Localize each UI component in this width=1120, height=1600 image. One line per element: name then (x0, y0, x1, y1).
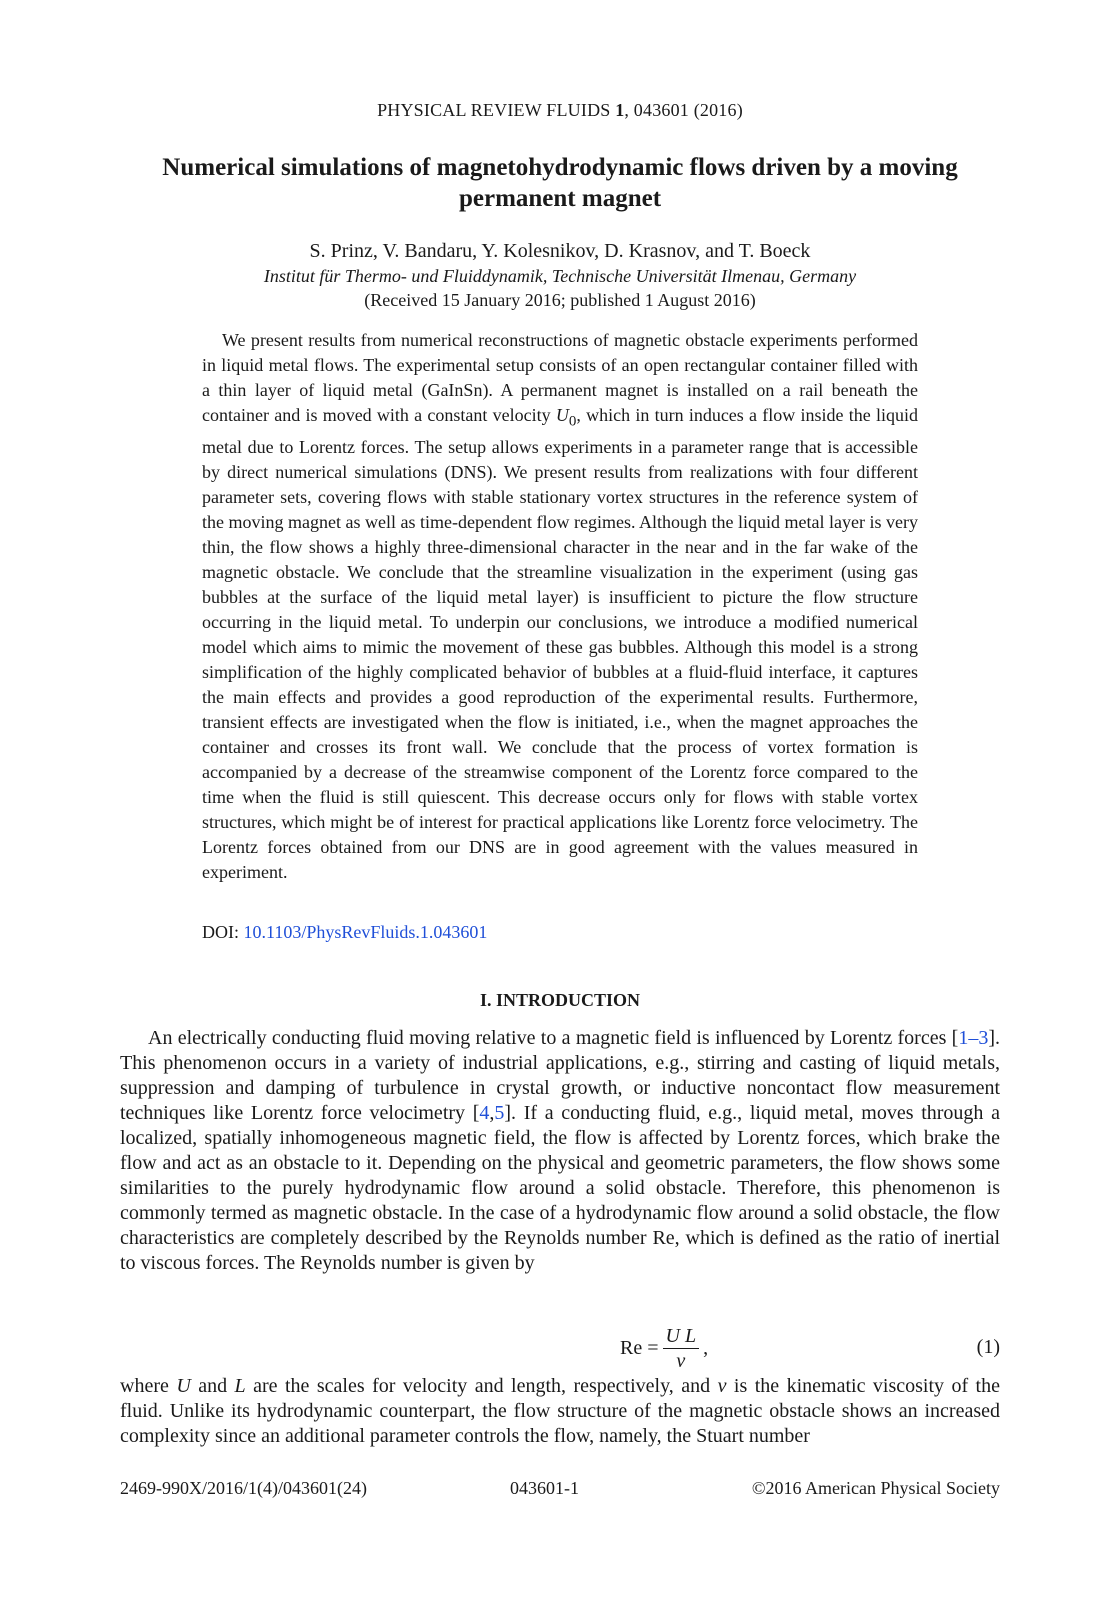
footer-page-number: 043601-1 (510, 1478, 579, 1498)
author-list: S. Prinz, V. Bandaru, Y. Kolesnikov, D. Krasnov, and T. Boeck (309, 240, 811, 262)
symbol-nu: ν (717, 1375, 727, 1397)
page-footer (120, 1478, 1000, 1502)
para2-text-3: are the scales for velocity and length, respectively, and (245, 1375, 718, 1397)
running-head (0, 100, 1120, 121)
fraction-numerator: U L (663, 1324, 700, 1349)
introduction-paragraph-2 (120, 1374, 1000, 1449)
equation-trail: , (703, 1336, 709, 1359)
received-published-dates: (Received 15 January 2016; published 1 August 2016) (364, 290, 756, 310)
section-heading: I. INTRODUCTION (479, 990, 641, 1010)
para2-text-1: where (120, 1375, 177, 1397)
citation-link-5[interactable]: 5 (494, 1102, 505, 1124)
paragraph (120, 1374, 1000, 1449)
citation-separator: , (489, 1102, 495, 1124)
journal-name: PHYSICAL REVIEW FLUIDS (377, 100, 611, 120)
citation-link-4[interactable]: 4 (479, 1102, 490, 1124)
equation-lhs: Re = (620, 1336, 659, 1359)
equation-1 (120, 1318, 1000, 1378)
citation-link-1-3[interactable]: 1–3 (958, 1027, 989, 1049)
doi-line (202, 922, 487, 943)
intro-text-1: An electrically conducting fluid moving relative to a magnetic field is influenced by Lorentz forces [ (148, 1027, 959, 1049)
velocity-subscript: 0 (568, 413, 577, 430)
doi-label: DOI: (202, 922, 244, 942)
abstract (202, 328, 918, 885)
introduction-paragraph-1 (120, 1026, 1000, 1276)
fraction (663, 1324, 700, 1373)
fraction-denominator: ν (676, 1349, 686, 1372)
footer-issn: 2469-990X/2016/1(4)/043601(24) (120, 1478, 367, 1498)
velocity-symbol: U (555, 405, 569, 425)
para2-text-2: and (190, 1375, 235, 1397)
symbol-L: L (234, 1375, 246, 1397)
intro-text-3: ]. If a conducting fluid, e.g., liquid metal, moves through a localized, spatially inhomogeneous magnetic field, the flow is affected by Lorentz forces, which brake the flow and act as an obstacle to it. Depending on the physical and geometric parameters, the flow shows some similarities to the purely hydrodynamic flow around a solid obstacle. Therefore, this phenomenon is commonly termed as magnetic obstacle. In the case of a hydrodynamic flow around a solid obstacle, the flow characteristics are completely described by the Reynolds number Re, which is defined as the ratio of inertial to viscous forces. The Reynolds number is given by (120, 1102, 1000, 1274)
intro-text-2: ]. This phenomenon occurs in a variety of industrial applications, e.g., stirring and casting of liquid metals, suppression and damping of turbulence in crystal growth, or inductive noncontact flow measurement techniques like Lorentz force velocimetry [ (120, 1027, 1000, 1124)
abstract-text-1: We present results from numerical reconstructions of magnetic obstacle experiments performed in liquid metal flows. The experimental setup consists of an open rectangular container filled with a thin layer of liquid metal (GaInSn). A permanent magnet is installed on a rail beneath the container and is moved with a constant velocity (202, 330, 918, 425)
affiliation: Institut für Thermo- und Fluiddynamik, Technische Universität Ilmenau, Germany (263, 266, 857, 286)
journal-volume: 1 (615, 100, 625, 120)
equation-number: (1) (976, 1336, 1000, 1358)
symbol-U: U (176, 1375, 191, 1397)
para2-text-4: is the kinematic viscosity of the fluid. Unlike its hydrodynamic counterpart, the flow structure of the magnetic obstacle shows an increased complexity since an additional parameter controls the flow, namely, the Stuart number (120, 1375, 1000, 1447)
equation-body (620, 1318, 708, 1378)
abstract-text-2: , which in turn induces a flow inside the liquid metal due to Lorentz forces. The setup allows experiments in a parameter range that is accessible by direct numerical simulations (DNS). We present results from realizations with four different parameter sets, covering flows with stable stationary vortex structures in the reference system of the moving magnet as well as time-dependent flow regimes. Although the liquid metal layer is very thin, the flow shows a highly three-dimensional character in the near and in the far wake of the magnetic obstacle. We conclude that the streamline visualization in the experiment (using gas bubbles at the surface of the liquid metal layer) is insufficient to picture the flow structure occurring in the liquid metal. To underpin our conclusions, we introduce a modified numerical model which aims to mimic the movement of these gas bubbles. Although this model is a strong simplification of the highly complicated behavior of bubbles at a fluid-fluid interface, it captures the main effects and provides a good reproduction of the experimental results. Furthermore, transient effects are investigated when the flow is initiated, i.e., when the magnet approaches the container and crosses its front wall. We conclude that the process of vortex formation is accompanied by a decrease of the streamwise component of the Lorentz force compared to the time when the fluid is still quiescent. This decrease occurs only for flows with stable vortex structures, which might be of interest for practical applications like Lorentz force velocimetry. The Lorentz forces obtained from our DNS are in good agreement with the values measured in experiment. (202, 405, 918, 882)
journal-citation: , 043601 (2016) (624, 100, 743, 120)
paper-title: Numerical simulations of magnetohydrodynamic flows driven by a moving permanent magnet (162, 154, 958, 212)
doi-link[interactable]: 10.1103/PhysRevFluids.1.043601 (243, 922, 488, 942)
abstract-paragraph (202, 328, 918, 885)
paragraph (120, 1026, 1000, 1276)
footer-copyright: ©2016 American Physical Society (751, 1478, 1000, 1498)
